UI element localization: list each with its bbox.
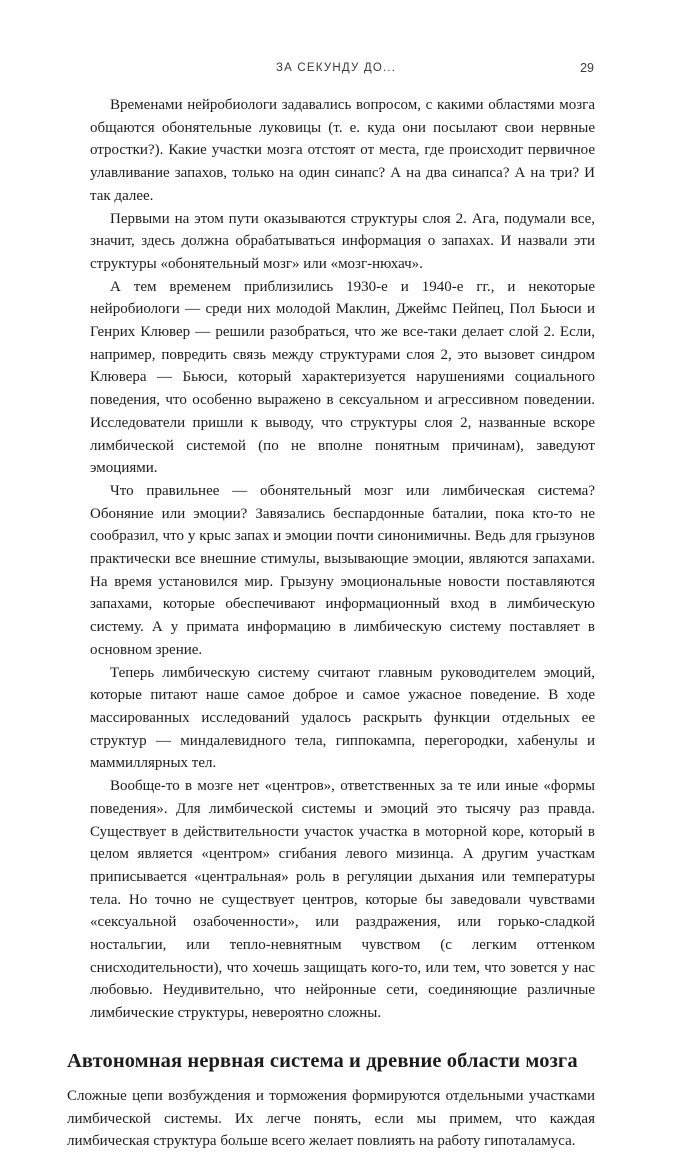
paragraph: Вообще-то в мозге нет «центров», ответственных за те или иные «формы поведения». Для лимбической системы и эмоций это тысячу раз правда. Существует в действительности участок участка в моторной коре, который в целом является «центром» сгибания левого мизинца. А другим участкам приписывается «центральная» роль в регуляции дыхания или температуры тела. Но точно не существует центров, которые бы заведовали чувствами «сексуальной озабоченности», или раздражения, или горько-сладкой ностальгии, или тепло-невнятным чувством (с легким оттенком снисходительности), что хочешь защищать кого-то, или тем, что зовется у нас любовью. Неудивительно, что нейронные сети, соединяющие различные лимбические структуры, невероятно сложны. [90,778,595,1022]
paragraph: Сложные цепи возбуждения и торможения формируются отдельными участками лимбической системы. Их легче понять, если мы примем, что каждая лимбическая структура больше всего желает повлиять на работу гипоталамуса. [67,1087,595,1150]
paragraph: Теперь лимбическую систему считают главным руководителем эмоций, которые питают наше самое доброе и самое ужасное поведение. В ходе массированных исследований удалось раскрыть функции отдельных ее структур — миндалевидного тела, гиппокампа, перегородки, хабенулы и маммиллярных тел. [90,664,595,772]
page-number: 29 [580,61,594,75]
paragraph: Первыми на этом пути оказываются структуры слоя 2. Ага, подумали все, значит, здесь должна обрабатываться информация о запахах. И назвали эти структуры «обонятельный мозг» или «мозг-нюхач». [90,210,595,272]
text-column [67,94,595,1153]
running-head-title: ЗА СЕКУНДУ ДО... [276,62,397,74]
paragraph: Временами нейробиологи задавались вопросом, с какими областями мозга общаются обонятельные луковицы (т. е. куда они посылают свои нервные отростки?). Какие участки мозга отстоят от места, где происходит первичное улавливание запахов, только на один синапс? А на два синапса? А на три? И так далее. [90,97,595,204]
paragraph: Что правильнее — обонятельный мозг или лимбическая система? Обоняние или эмоции? Завязались беспардонные баталии, пока кто-то не сообразил, что у крыс запах и эмоции почти синонимичны. Ведь для грызунов практически все внешние стимулы, вызывающие эмоции, являются запахами. На время установился мир. Грызуну эмоциональные новости поставляются запахами, которые обеспечивают информационный вход в лимбическую систему. А у примата информацию в лимбическую систему поставляет в основном зрение. [90,482,595,658]
section-heading: Автономная нервная система и древние области мозга [67,1049,578,1072]
paragraph: А тем временем приблизились 1930-е и 1940-е гг., и некоторые нейробиологи — среди них молодой Маклин, Джеймс Пейпец, Пол Бьюси и Генрих Клювер — решили разобраться, что же все-таки делает слой 2. Если, например, повредить связь между структурами слоя 2, это вызовет синдром Клювера — Бьюси, который характеризуется нарушениями социального поведения, что особенно выражено в сексуальном и агрессивном поведении. Исследователи пришли к выводу, что структуры слоя 2, названные вскоре лимбической системой (по не вполне понятным причинам), заведуют эмоциями. [90,278,595,477]
